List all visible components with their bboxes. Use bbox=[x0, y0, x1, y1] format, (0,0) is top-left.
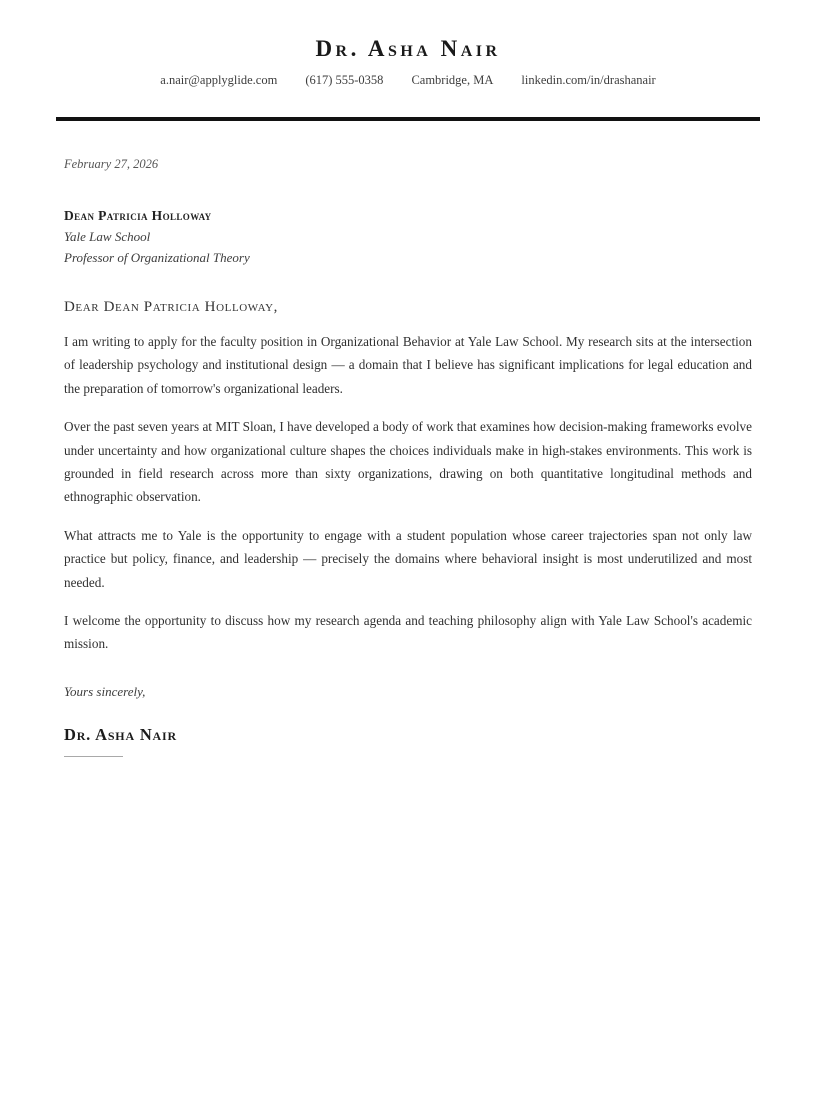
letter-paragraph: Over the past seven years at MIT Sloan, I have developed a body of work that examines how decision-making frameworks evolve under uncertainty and how organizational culture shapes the choices individuals make in high-stakes environments. This work is grounded in field research across more than sixty organizations, drawing on both quantitative longitudinal methods and ethnographic observation. bbox=[64, 419, 752, 505]
letter-date: February 27, 2026 bbox=[64, 157, 159, 171]
signature-name: Dr. Asha Nair bbox=[64, 724, 177, 744]
letter-paragraph: I am writing to apply for the faculty position in Organizational Behavior at Yale Law School. My research sits at the intersection of leadership psychology and institutional design — a domain that I believe has significant implications for legal education and the preparation of tomorrow's organizational leaders. bbox=[64, 334, 752, 396]
page-title: Dr. Asha Nair bbox=[315, 36, 501, 61]
signature-line bbox=[64, 756, 123, 757]
letter-paragraph: I welcome the opportunity to discuss how my research agenda and teaching philosophy align with Yale Law School's academic mission. bbox=[64, 613, 752, 652]
contact-phone: (617) 555-0358 bbox=[305, 73, 384, 87]
contact-email: a.nair@applyglide.com bbox=[160, 73, 278, 87]
closing: Yours sincerely, bbox=[64, 683, 146, 699]
recipient-block bbox=[64, 205, 752, 268]
contact-linkedin: linkedin.com/in/drashanair bbox=[521, 73, 656, 87]
recipient-organization: Yale Law School bbox=[64, 229, 151, 244]
salutation: Dear Dean Patricia Holloway, bbox=[64, 299, 279, 315]
contact-row bbox=[56, 73, 760, 88]
recipient-name: Dean Patricia Holloway bbox=[64, 208, 212, 223]
letter-paragraph: What attracts me to Yale is the opportunity to engage with a student population whose career trajectories span not only law practice but policy, finance, and leadership — precisely the domains where behavioral insight is most underutilized and most needed. bbox=[64, 527, 752, 590]
contact-location: Cambridge, MA bbox=[411, 73, 494, 87]
letterhead-rule bbox=[56, 117, 760, 121]
letter-body bbox=[64, 157, 752, 757]
letterhead bbox=[56, 0, 760, 121]
recipient-title: Professor of Organizational Theory bbox=[64, 250, 250, 265]
